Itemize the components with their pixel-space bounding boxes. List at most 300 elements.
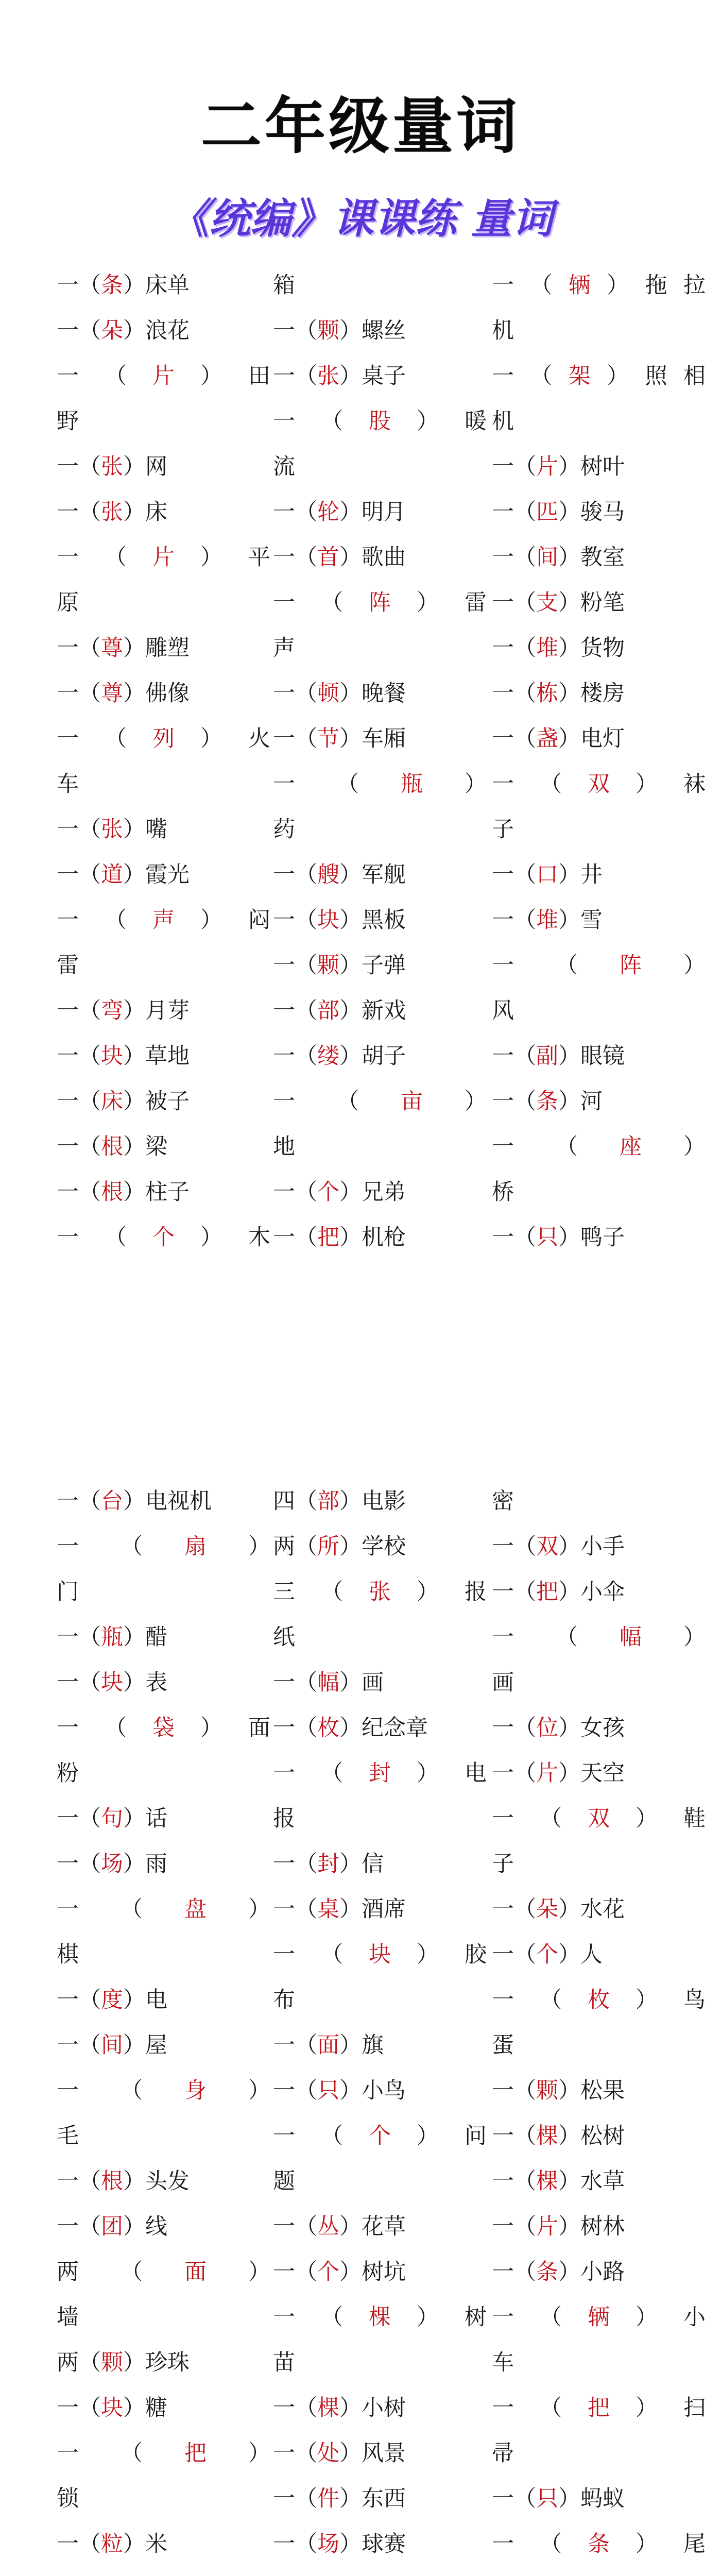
measure-word: 条 <box>536 2259 558 2285</box>
line-text: 一 <box>273 409 295 434</box>
measure-word: 间 <box>101 2032 123 2058</box>
word-line <box>57 1569 270 1615</box>
measure-word: 张 <box>369 1579 391 1605</box>
line-text: （ <box>556 953 578 978</box>
measure-word: 身 <box>184 2078 207 2104</box>
line-text: 苗 <box>273 2350 295 2376</box>
line-text: 树 <box>465 2304 487 2330</box>
line-text: ）歌曲 <box>339 545 406 570</box>
line-text: 车 <box>492 2350 514 2376</box>
word-line <box>273 2159 487 2204</box>
measure-word: 颗 <box>317 953 339 978</box>
line-text: 一（ <box>57 1624 101 1650</box>
line-text: 一（ <box>273 363 317 389</box>
word-line <box>57 444 270 489</box>
line-text: 帚 <box>492 2441 514 2466</box>
line-text: 一（ <box>492 545 536 570</box>
measure-word: 根 <box>101 1134 123 1160</box>
measure-word: 片 <box>536 454 558 480</box>
line-text: 一（ <box>492 1942 536 1968</box>
line-text: ） <box>200 726 222 752</box>
word-line <box>57 489 270 535</box>
word-line <box>57 2567 270 2576</box>
line-text: 面 <box>248 1715 270 1741</box>
line-text: 一（ <box>57 817 101 842</box>
measure-word: 张 <box>317 363 339 389</box>
line-text: 题 <box>273 2168 295 2194</box>
word-line <box>273 1660 487 1705</box>
line-text: ） <box>200 1715 222 1741</box>
word-line <box>492 444 706 489</box>
measure-word: 条 <box>536 1089 558 1114</box>
line-text: 一（ <box>492 1760 536 1786</box>
line-text: 木 <box>248 1225 270 1250</box>
line-text: 一（ <box>273 318 317 344</box>
line-text: 尾 <box>683 2531 706 2557</box>
line-text: ） <box>248 1534 270 1560</box>
line-text: 密 <box>492 1488 514 1514</box>
line-text: ） <box>417 1760 439 1786</box>
line-text: （ <box>321 409 343 434</box>
word-line <box>492 399 706 444</box>
measure-word: 团 <box>101 2214 123 2240</box>
line-text: ）螺丝 <box>339 318 406 344</box>
word-line <box>492 1170 706 1215</box>
word-line <box>492 2023 706 2068</box>
word-line <box>492 1977 706 2023</box>
line-text: ）蚂蚁 <box>558 2486 625 2512</box>
line-text: 一 <box>492 1134 514 1160</box>
line-text: ）醋 <box>123 1624 167 1650</box>
word-line <box>57 716 270 761</box>
line-text: ）明月 <box>339 499 406 525</box>
word-line <box>57 1033 270 1079</box>
line-text: 一（ <box>492 590 536 616</box>
line-text: 暖 <box>465 409 487 434</box>
word-line <box>492 1705 706 1751</box>
line-text: ）树林 <box>558 2214 625 2240</box>
word-line <box>273 807 487 852</box>
measure-word: 口 <box>536 862 558 888</box>
line-text: （ <box>556 1624 578 1650</box>
measure-word: 张 <box>101 454 123 480</box>
measure-word: 轮 <box>317 499 339 525</box>
line-text: 一（ <box>492 2078 536 2104</box>
line-text: 一（ <box>57 862 101 888</box>
word-line <box>492 897 706 943</box>
word-line <box>492 2113 706 2159</box>
line-text: ）货物 <box>558 635 625 661</box>
line-text: ）眼镜 <box>558 1043 625 1069</box>
measure-word: 亩 <box>401 1089 423 1114</box>
line-text: （ <box>530 273 553 298</box>
measure-word: 阵 <box>369 590 391 616</box>
line-text: ）珍珠 <box>123 2350 190 2376</box>
word-line <box>273 1079 487 1124</box>
line-text: 一（ <box>57 1179 101 1205</box>
word-line <box>492 2068 706 2113</box>
line-text: （ <box>121 1534 143 1560</box>
line-text: 一（ <box>273 1670 317 1696</box>
line-text: ）小伞 <box>558 1579 625 1605</box>
word-line <box>57 2431 270 2476</box>
line-text: 一（ <box>492 1896 536 1922</box>
line-text: 报 <box>273 1806 295 1832</box>
line-text: ）兄弟 <box>339 1179 406 1205</box>
line-text: ）话 <box>123 1806 167 1832</box>
line-text: ）车厢 <box>339 726 406 752</box>
line-text: 一（ <box>273 1043 317 1069</box>
line-text: 火 <box>248 726 270 752</box>
line-text: 扫 <box>683 2395 706 2421</box>
line-text: 雷 <box>57 953 79 978</box>
measure-word: 盏 <box>536 726 558 752</box>
line-text: ）军舰 <box>339 862 406 888</box>
word-line <box>273 489 487 535</box>
word-line <box>492 580 706 625</box>
line-text: 鞋 <box>683 1806 706 1832</box>
measure-word: 匹 <box>536 499 558 525</box>
measure-word: 面 <box>184 2259 207 2285</box>
line-text: 一（ <box>57 1089 101 1114</box>
line-text: （ <box>105 545 127 570</box>
word-line <box>57 1215 270 1260</box>
line-text: （ <box>321 1942 343 1968</box>
line-text: 一（ <box>273 2078 317 2104</box>
word-line <box>273 1615 487 1660</box>
line-text: 棋 <box>57 1942 79 1968</box>
word-line <box>492 535 706 580</box>
line-text: （ <box>321 1579 343 1605</box>
line-text: 一 <box>57 1715 79 1741</box>
measure-word: 所 <box>317 1534 339 1560</box>
line-text: 一（ <box>492 2214 536 2240</box>
line-text: 锁 <box>57 2486 79 2512</box>
line-text: （ <box>540 1806 562 1832</box>
word-line <box>57 1079 270 1124</box>
word-line <box>57 263 270 308</box>
line-text: 一（ <box>57 1488 101 1514</box>
line-text: 鸟 <box>683 1987 706 2013</box>
measure-word: 根 <box>101 1179 123 1205</box>
line-text: ） <box>636 1806 658 1832</box>
line-text: ）床单 <box>123 273 190 298</box>
line-text: 一 <box>57 1225 79 1250</box>
line-text: ）电影 <box>339 1488 406 1514</box>
measure-word: 片 <box>152 545 175 570</box>
measure-word: 丛 <box>317 2214 339 2240</box>
word-line <box>273 671 487 716</box>
line-text: 一（ <box>492 907 536 933</box>
word-line <box>57 1932 270 1977</box>
word-line <box>273 444 487 489</box>
line-text: 子 <box>492 817 514 842</box>
measure-word: 缕 <box>317 1043 339 1069</box>
line-text: 一 <box>492 1987 514 2013</box>
word-line <box>57 2204 270 2249</box>
measure-word: 床 <box>101 1089 123 1114</box>
word-line <box>57 1170 270 1215</box>
line-text: 一 <box>57 1896 79 1922</box>
line-text: 一 <box>492 1806 514 1832</box>
word-line <box>492 2567 706 2576</box>
line-text: 一（ <box>273 2259 317 2285</box>
line-text: 报 <box>465 1579 487 1605</box>
line-text: ） <box>607 273 629 298</box>
line-text: ）信 <box>339 1851 384 1877</box>
word-line <box>492 1524 706 1569</box>
line-text: ）黑板 <box>339 907 406 933</box>
line-text: 一 <box>57 1534 79 1560</box>
word-column <box>273 263 487 1260</box>
line-text: ）树叶 <box>558 454 625 480</box>
measure-word: 枚 <box>317 1715 339 1741</box>
measure-word: 首 <box>317 545 339 570</box>
word-line <box>273 2431 487 2476</box>
word-line <box>273 1977 487 2023</box>
word-line <box>273 1751 487 1796</box>
measure-word: 尊 <box>101 635 123 661</box>
word-line <box>492 1615 706 1660</box>
word-line <box>492 807 706 852</box>
line-text: 一（ <box>273 726 317 752</box>
line-text: ）晚餐 <box>339 681 406 706</box>
word-line <box>57 2340 270 2385</box>
measure-word: 艘 <box>317 862 339 888</box>
word-line <box>492 1887 706 1932</box>
line-text: 一 <box>492 2531 514 2557</box>
line-text: 一（ <box>57 2214 101 2240</box>
line-text: 粉 <box>57 1760 79 1786</box>
measure-word: 座 <box>620 1134 642 1160</box>
measure-word: 间 <box>536 545 558 570</box>
line-text: 机 <box>492 318 514 344</box>
measure-word: 道 <box>101 862 123 888</box>
line-text: 一 <box>57 363 79 389</box>
line-text: 画 <box>492 1670 514 1696</box>
measure-word: 瓶 <box>101 1624 123 1650</box>
line-text: ） <box>417 2304 439 2330</box>
word-line <box>273 943 487 988</box>
line-text: （ <box>540 2531 562 2557</box>
line-text: （ <box>121 2259 143 2285</box>
measure-word: 块 <box>101 2395 123 2421</box>
word-line <box>273 1524 487 1569</box>
word-line <box>492 1124 706 1170</box>
word-line <box>57 897 270 943</box>
measure-word: 颗 <box>317 318 339 344</box>
word-line <box>492 353 706 399</box>
line-text: 一（ <box>57 1806 101 1832</box>
line-text: 风 <box>492 998 514 1024</box>
measure-word: 顿 <box>317 681 339 706</box>
word-line <box>492 625 706 671</box>
word-line <box>492 1796 706 1841</box>
line-text: 流 <box>273 454 295 480</box>
line-text: ） <box>248 2259 270 2285</box>
measure-word: 弯 <box>101 998 123 1024</box>
line-text: ）柱子 <box>123 1179 190 1205</box>
word-line <box>492 2521 706 2567</box>
line-text: 一 <box>492 273 514 298</box>
line-text: 一 <box>273 2123 295 2149</box>
line-text: ）雨 <box>123 1851 167 1877</box>
line-text: 一（ <box>273 907 317 933</box>
line-text: ）嘴 <box>123 817 167 842</box>
line-text: 子 <box>492 1851 514 1877</box>
line-text: 一（ <box>273 2531 317 2557</box>
page-subtitle: 《统编》课课练 量词 <box>168 195 553 243</box>
measure-word: 句 <box>101 1806 123 1832</box>
line-text: 一 <box>492 1624 514 1650</box>
word-line <box>273 1569 487 1615</box>
line-text: ）米 <box>123 2531 167 2557</box>
line-text: ）旗 <box>339 2032 384 2058</box>
word-line <box>57 988 270 1033</box>
line-text: ） <box>636 2304 658 2330</box>
word-line <box>57 353 270 399</box>
line-text: 一（ <box>492 726 536 752</box>
word-line <box>57 852 270 897</box>
measure-word: 根 <box>101 2168 123 2194</box>
line-text: 一（ <box>57 1851 101 1877</box>
line-text: ）水花 <box>558 1896 625 1922</box>
line-text: （ <box>121 2441 143 2466</box>
line-text: 布 <box>273 1987 295 2013</box>
line-text: ）雪 <box>558 907 603 933</box>
word-line <box>57 943 270 988</box>
word-line <box>492 1033 706 1079</box>
line-text: 一（ <box>273 1225 317 1250</box>
measure-word: 只 <box>317 2078 339 2104</box>
line-text: ）东西 <box>339 2486 406 2512</box>
measure-word: 度 <box>101 1987 123 2013</box>
word-line <box>273 1479 487 1524</box>
measure-word: 条 <box>588 2531 610 2557</box>
word-line <box>273 308 487 353</box>
line-text: （ <box>105 363 127 389</box>
word-line <box>273 716 487 761</box>
line-text: （ <box>105 726 127 752</box>
measure-word: 个 <box>152 1225 175 1250</box>
word-column <box>57 263 270 1260</box>
line-text: ）小路 <box>558 2259 625 2285</box>
word-line <box>273 535 487 580</box>
line-text: 毛 <box>57 2123 79 2149</box>
word-line <box>273 761 487 807</box>
line-text: 一 <box>57 545 79 570</box>
line-text: 雷 <box>465 590 487 616</box>
line-text: 一（ <box>492 1579 536 1605</box>
measure-word: 堆 <box>536 907 558 933</box>
line-text: 一（ <box>273 998 317 1024</box>
word-line <box>492 1841 706 1887</box>
measure-word: 封 <box>369 1760 391 1786</box>
word-line <box>273 2340 487 2385</box>
line-text: 拖 <box>645 273 667 298</box>
line-text: ）松果 <box>558 2078 625 2104</box>
measure-word: 副 <box>536 1043 558 1069</box>
measure-word: 朵 <box>536 1896 558 1922</box>
word-line <box>57 1796 270 1841</box>
measure-word: 块 <box>101 1043 123 1069</box>
line-text: 一（ <box>273 2395 317 2421</box>
word-line <box>57 2068 270 2113</box>
word-line <box>57 1524 270 1569</box>
line-text: ）画 <box>339 1670 384 1696</box>
line-text: 一 <box>492 953 514 978</box>
line-text: 一（ <box>273 2441 317 2466</box>
line-text: （ <box>321 2304 343 2330</box>
line-text: 一 <box>273 590 295 616</box>
word-line <box>492 2431 706 2476</box>
measure-word: 粒 <box>101 2531 123 2557</box>
word-line <box>273 2521 487 2567</box>
line-text: 一（ <box>57 318 101 344</box>
line-text: ）教室 <box>558 545 625 570</box>
line-text: 一（ <box>57 2032 101 2058</box>
line-text: ）楼房 <box>558 681 625 706</box>
measure-word: 颗 <box>101 2350 123 2376</box>
measure-word: 桌 <box>317 1896 339 1922</box>
line-text: 一（ <box>492 1534 536 1560</box>
line-text: 一（ <box>273 499 317 525</box>
word-line <box>492 308 706 353</box>
word-line <box>57 1751 270 1796</box>
line-text: 一（ <box>57 998 101 1024</box>
word-line <box>273 2567 487 2576</box>
line-text: 一（ <box>492 2486 536 2512</box>
line-text: 一 <box>273 1089 295 1114</box>
line-text: ）电视机 <box>123 1488 212 1514</box>
measure-word: 朵 <box>101 318 123 344</box>
line-text: 一（ <box>492 2259 536 2285</box>
word-line <box>273 2385 487 2431</box>
line-text: （ <box>337 1089 359 1114</box>
line-text: ）风景 <box>339 2441 406 2466</box>
line-text: 一（ <box>492 1043 536 1069</box>
word-line <box>57 2023 270 2068</box>
line-text: ）小手 <box>558 1534 625 1560</box>
measure-word: 棵 <box>536 2123 558 2149</box>
line-text: （ <box>121 1896 143 1922</box>
line-text: ）学校 <box>339 1534 406 1560</box>
word-line <box>273 1033 487 1079</box>
measure-word: 棵 <box>369 2304 391 2330</box>
word-line <box>492 1569 706 1615</box>
line-text: ） <box>200 545 222 570</box>
line-text: ）线 <box>123 2214 167 2240</box>
line-text: 一（ <box>57 2395 101 2421</box>
line-text: ） <box>417 1579 439 1605</box>
line-text: ） <box>417 409 439 434</box>
line-text: ）机枪 <box>339 1225 406 1250</box>
measure-word: 尊 <box>101 681 123 706</box>
measure-word: 只 <box>536 1225 558 1250</box>
word-line <box>273 353 487 399</box>
line-text: ）小树 <box>339 2395 406 2421</box>
word-line <box>273 625 487 671</box>
line-text: 一（ <box>273 953 317 978</box>
measure-word: 片 <box>536 1760 558 1786</box>
line-text: 相 <box>683 363 706 389</box>
word-line <box>492 988 706 1033</box>
line-text: ） <box>248 2441 270 2466</box>
word-line <box>273 852 487 897</box>
line-text: 一（ <box>492 2168 536 2194</box>
line-text: 两（ <box>57 2350 101 2376</box>
word-line <box>492 852 706 897</box>
